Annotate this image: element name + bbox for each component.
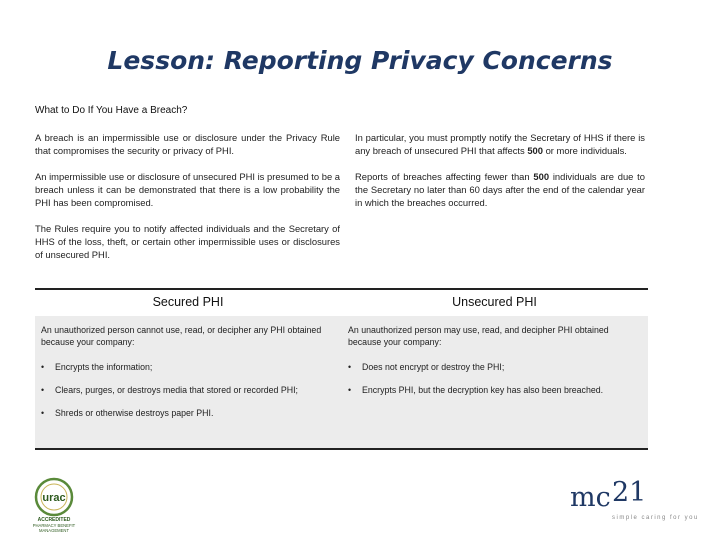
unsecured-intro: An unauthorized person may use, read, and decipher PHI obtained because your company:: [348, 325, 609, 347]
table-header: [35, 288, 648, 317]
secured-intro: An unauthorized person cannot use, read, or decipher any PHI obtained because your company:: [41, 325, 322, 347]
tagline: simple caring for you: [612, 515, 699, 521]
list-item: • Shreds or otherwise destroys paper PHI.: [41, 408, 214, 418]
paragraph: The Rules require you to notify affected individuals and the Secretary of HHS of the loss, theft, or certain other impermissible uses or disclosures of unsecured PHI.: [35, 223, 340, 260]
paragraph: Reports of breaches affecting fewer than 500 individuals are due to the Secretary no later than 60 days after the end of the calendar year in which the breaches occurred.: [355, 171, 645, 208]
secured-phi-header: Secured PHI: [152, 295, 224, 309]
list-item: • Does not encrypt or destroy the PHI;: [348, 362, 505, 372]
table-body: [35, 316, 648, 450]
right-column: [355, 131, 645, 222]
svg-text:urac: urac: [42, 492, 66, 504]
phi-comparison-table: [35, 288, 648, 450]
paragraph: A breach is an impermissible use or disclosure under the Privacy Rule that compromises the security or privacy of PHI.: [35, 132, 340, 156]
paragraph: An impermissible use or disclosure of unsecured PHI is presumed to be a breach unless it can be demonstrated that there is a low probability the PHI has been compromised.: [35, 171, 340, 208]
page-title: Lesson: Reporting Privacy Concerns: [107, 46, 613, 75]
list-item: • Encrypts the information;: [41, 362, 153, 372]
list-item: • Encrypts PHI, but the decryption key has also been breached.: [348, 385, 604, 395]
svg-text:mc: mc: [570, 482, 611, 513]
section-subheading: What to Do If You Have a Breach?: [35, 105, 188, 116]
svg-text:ACCREDITED: ACCREDITED: [37, 517, 71, 523]
paragraph: In particular, you must promptly notify the Secretary of HHS if there is any breach of unsecured PHI that affects 500 or more individuals.: [355, 132, 645, 156]
left-column: [35, 131, 340, 274]
mc21-logo: [568, 474, 658, 514]
list-item: • Clears, purges, or destroys media that stored or recorded PHI;: [41, 385, 299, 395]
svg-text:21: 21: [612, 477, 647, 508]
svg-text:PHARMACY BENEFIT: PHARMACY BENEFIT: [32, 523, 76, 528]
svg-text:MANAGEMENT: MANAGEMENT: [38, 528, 70, 533]
urac-accreditation-logo: [30, 475, 92, 537]
unsecured-phi-header: Unsecured PHI: [452, 295, 537, 309]
